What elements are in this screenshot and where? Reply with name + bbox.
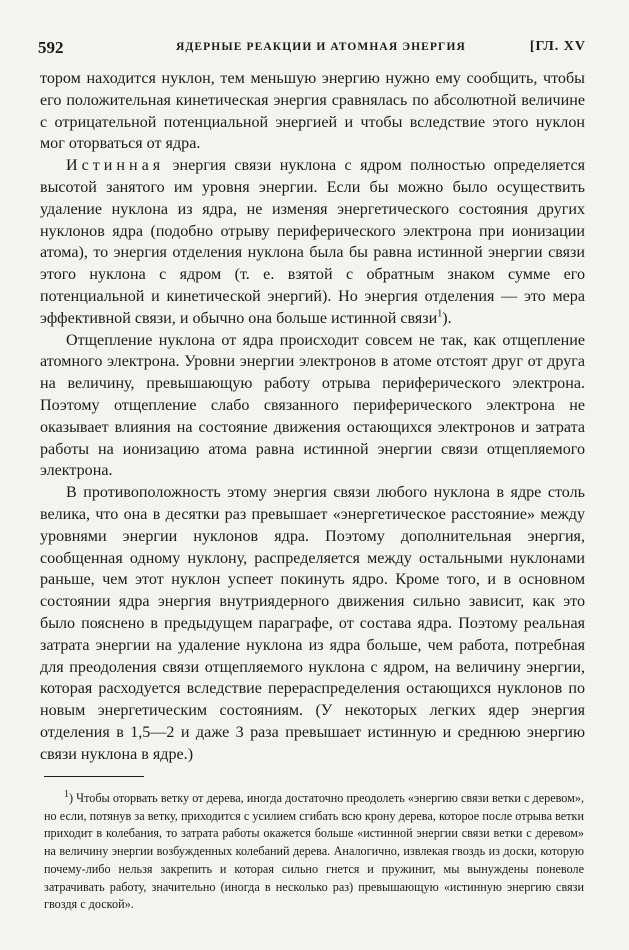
paragraph-tail: ).	[442, 309, 452, 327]
footnote-1	[44, 790, 584, 914]
paragraph-true-binding-energy	[40, 155, 585, 329]
footnote-reference[interactable]: 1	[437, 308, 443, 320]
paragraph-continuation: тором находится нуклон, тем меньшую энергию нужно ему сообщить, чтобы его положительная кинетическая энергия сравнялась по абсолютной величине с отрицательной потенциальной энергией и чтобы вследствие этого нуклон мог оторваться от ядра.	[40, 70, 585, 153]
footnote-text: Чтобы оторвать ветку от дерева, иногда достаточно преодолеть «энергию связи ветки с деревом», но если, потянув за ветку, приходится с усилием сгибать всю крону дерева, которое после отрыва ветки приходит в колебания, то затрата работы окажется больше «истинной энергии связи ветки с деревом» на величину энергии возбужденных колебаний дерева. Аналогично, извлекая гвоздь из доски, которую почему-либо нельзя закрепить и которая сильно гнется и пружинит, мы вынуждены поневоле затрачивать работу, значительно (иногда в несколько раз) превышающую «истинную энергию связи гвоздя с доской».	[44, 791, 584, 912]
chapter-reference: [ГЛ. XV	[529, 39, 586, 54]
footnote-divider	[44, 776, 144, 777]
emphasized-word: Истинная	[66, 157, 165, 175]
main-text	[40, 68, 585, 766]
paragraph-electron-detachment: Отщепление нуклона от ядра происходит совсем не так, как отщепление атомного электрона. Уровни энергии электронов в атоме отстоят друг от друга на величину, превышающую работу отрыва периферического электрона. Поэтому отщепление слабо связанного периферического электрона не оказывает влияния на состояние движения остающихся электронов и затрата работы на ионизацию атома равна истинной энергии связи отщепляемого электрона.	[40, 331, 585, 480]
page-number: 592	[38, 38, 64, 57]
footnote-mark-paren: )	[69, 791, 74, 805]
footnote-mark: 1	[64, 788, 69, 800]
running-title: ЯДЕРНЫЕ РЕАКЦИИ И АТОМНАЯ ЭНЕРГИЯ	[176, 41, 466, 53]
footnotes	[44, 790, 584, 914]
running-head	[38, 38, 586, 58]
paragraph-text: энергия связи нуклона с ядром полностью определяется высотой занятого им уровня энергии. Если бы можно было осуществить удаление нуклона из ядра, не изменяя энергетического состояния других нуклонов ядра (подобно отрыву периферического электрона при ионизации атома), то энергия отделения нуклона была бы равна истинной энергии связи этого нуклона с ядром (т. е. взятой с обратным знаком сумме его потенциальной и кинетической энергий). Но энергия отделения — это мера эффективной связи, и обычно она больше истинной связи	[40, 157, 585, 327]
paragraph-nucleon-binding: В противоположность этому энергия связи любого нуклона в ядре столь велика, что она в десятки раз превышает «энергетическое расстояние» между уровнями энергии нуклонов ядра. Поэтому дополнительная энергия, сообщенная одному нуклону, распределяется между остальными нуклонами раньше, чем этот нуклон успеет покинуть ядро. Кроме того, и в основном состоянии ядра энергия внутриядерного движения сильно зависит, как это было пояснено в предыдущем параграфе, от состава ядра. Поэтому реальная затрата энергии на удаление нуклона из ядра больше, чем работа, потребная для преодоления связи отщепляемого нуклона с ядром, на величину энергии, которая расходуется вследствие перераспределения остающихся нуклонов по новым энергетическим состояниям. (У некоторых легких ядер энергия отделения в 1,5—2 и даже 3 раза превышает истинную и среднюю энергию связи нуклона в ядре.)	[40, 484, 585, 763]
